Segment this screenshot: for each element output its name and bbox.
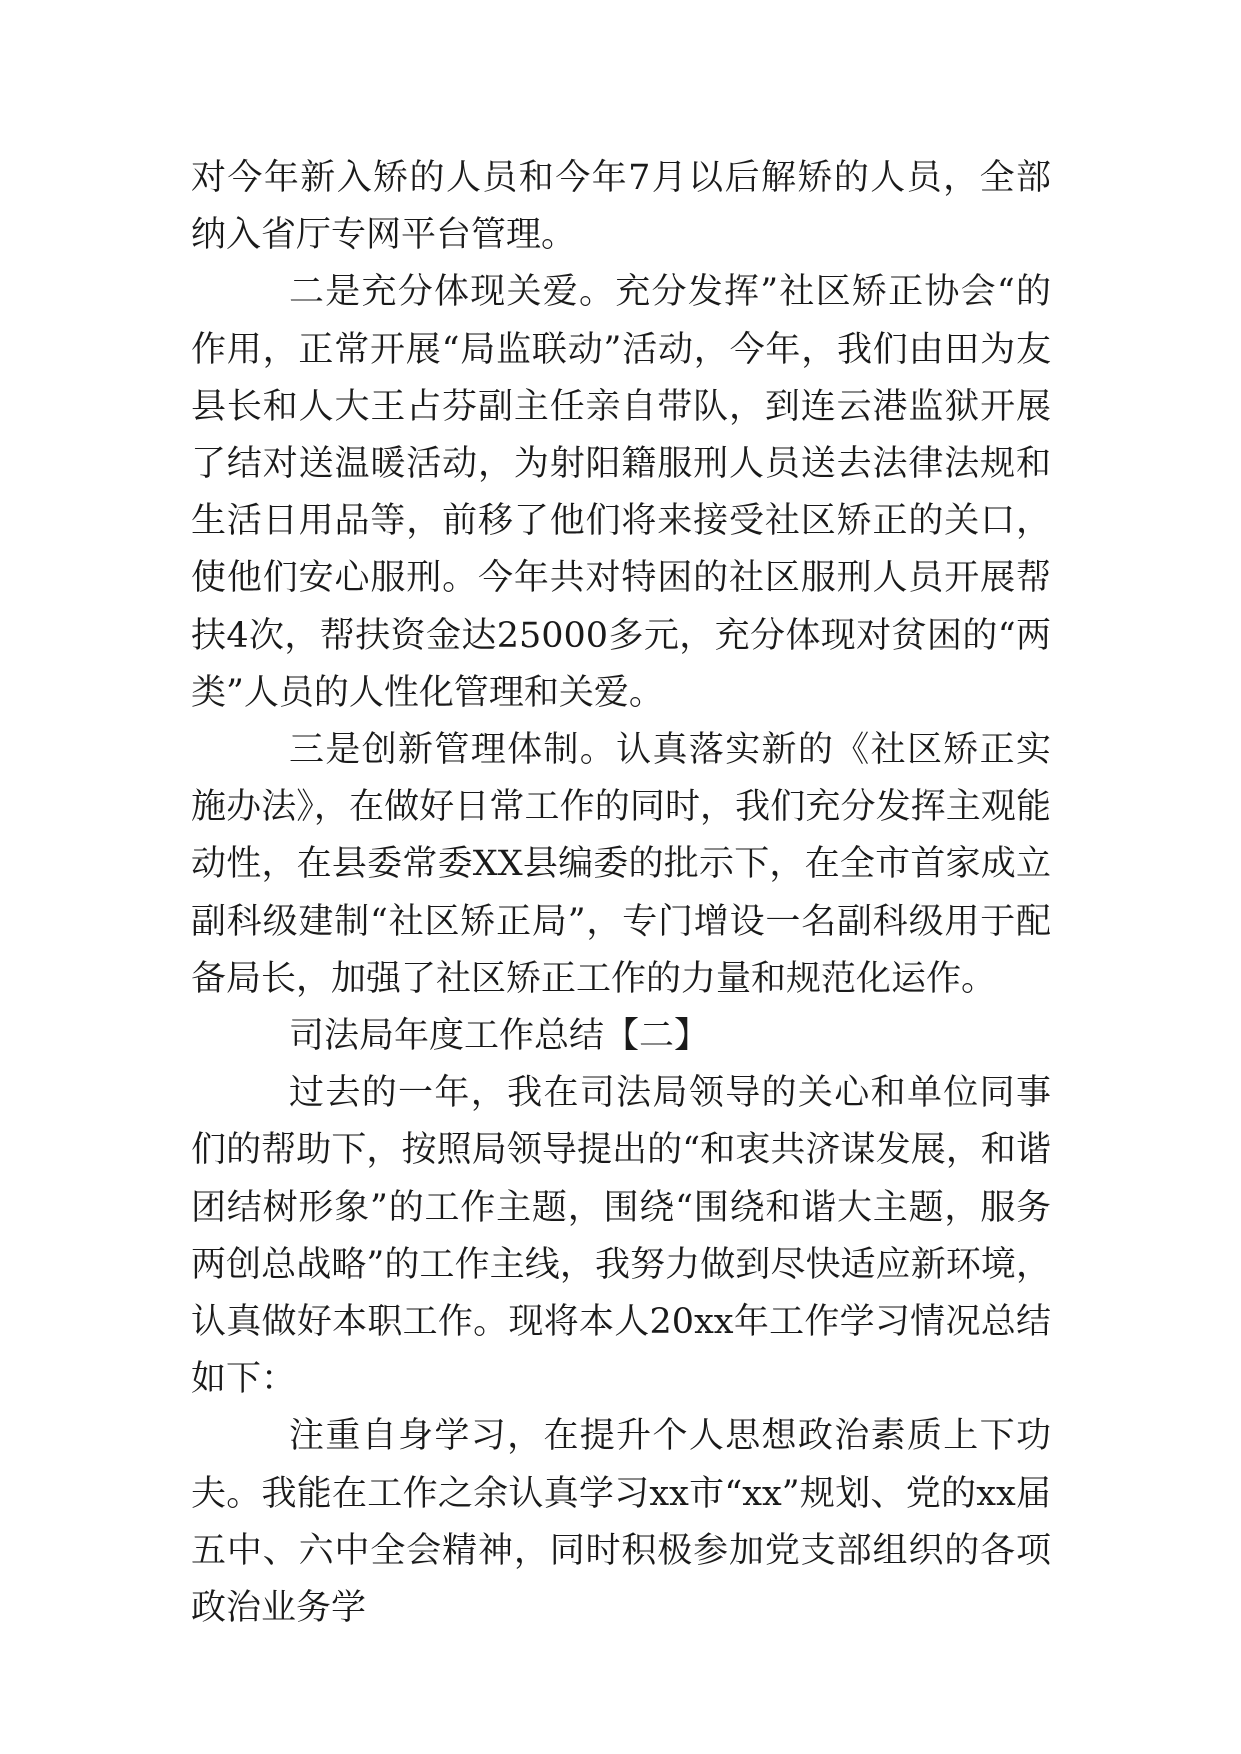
paragraph-past-year: 过去的一年，我在司法局领导的关心和单位同事们的帮助下，按照局领导提出的“和衷共济谋发展，和谐团结树形象”的工作主题，围绕“围绕和谐大主题，服务两创总战略”的工作主线，我努力做到尽快适应新环境，认真做好本职工作。现将本人20xx年工作学习情况总结如下： [191, 1073, 1051, 1400]
paragraph-continued: 对今年新入矫的人员和今年7月以后解矫的人员，全部纳入省厅专网平台管理。 [191, 158, 1051, 256]
document-body [191, 150, 1051, 1637]
paragraph-management-system: 三是创新管理体制。认真落实新的《社区矫正实施办法》，在做好日常工作的同时，我们充分发挥主观能动性，在县委常委XX县编委的批示下，在全市首家成立副科级建制“社区矫正局”，专门增设一名副科级用于配备局长，加强了社区矫正工作的力量和规范化运作。 [191, 730, 1051, 999]
paragraph-care: 二是充分体现关爱。充分发挥”社区矫正协会“的作用，正常开展“局监联动”活动，今年，我们由田为友县长和人大王占芬副主任亲自带队，到连云港监狱开展了结对送温暖活动，为射阳籍服刑人员送去法律法规和生活日用品等，前移了他们将来接受社区矫正的关口，使他们安心服刑。今年共对特困的社区服刑人员开展帮扶4次，帮扶资金达25000多元，充分体现对贫困的“两类”人员的人性化管理和关爱。 [191, 272, 1051, 713]
paragraph-self-study: 注重自身学习，在提升个人思想政治素质上下功夫。我能在工作之余认真学习xx市“xx”规划、党的xx届五中、六中全会精神，同时积极参加党支部组织的各项政治业务学 [191, 1416, 1051, 1629]
section-heading: 司法局年度工作总结【二】 [289, 1016, 710, 1057]
